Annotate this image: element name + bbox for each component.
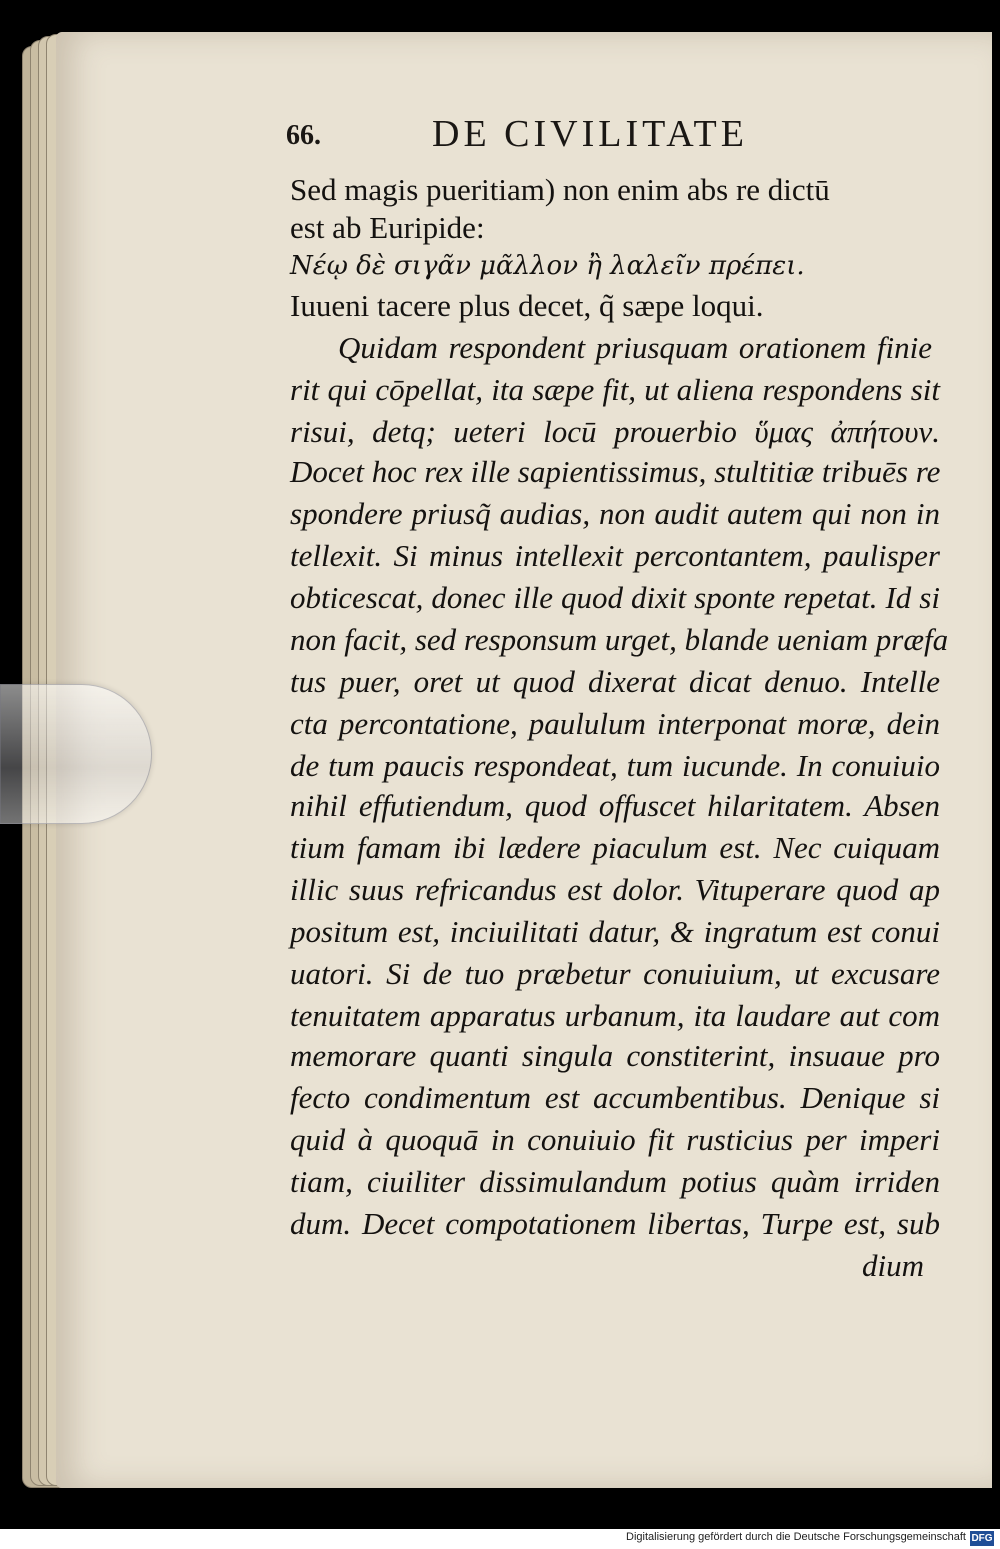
text-line: tiam, ciuiliter dissimulandum potius quàm irriden bbox=[290, 1164, 940, 1199]
text-line: Sed magis pueritiam) non enim abs re dictū bbox=[290, 172, 830, 207]
text-line: cta percontatione, paululum interponat moræ, dein bbox=[290, 706, 940, 741]
text-line: est ab Euripide: bbox=[290, 210, 485, 245]
text-line: memorare quanti singula constiterint, insuaue pro bbox=[290, 1038, 940, 1073]
running-title: DE CIVILITATE bbox=[432, 113, 748, 155]
page-number: 66. bbox=[286, 120, 321, 151]
dfg-logo: DFG bbox=[971, 1533, 993, 1544]
text-line: dum. Decet compotationem libertas, Turpe est, sub bbox=[290, 1206, 940, 1241]
text-line: rit qui cōpellat, ita sæpe fit, ut aliena respondens sit bbox=[290, 372, 940, 407]
text-line: nihil effutiendum, quod offuscet hilaritatem. Absen bbox=[290, 788, 940, 823]
text-line: Iuueni tacere plus decet, q̃ sæpe loqui. bbox=[290, 288, 764, 323]
text-line: Docet hoc rex ille sapientissimus, stultitiæ tribuēs re bbox=[290, 454, 941, 489]
text-line: Quidam respondent priusquam orationem finie bbox=[338, 330, 932, 365]
text-line: non facit, sed responsum urget, blande ueniam præfa bbox=[290, 622, 949, 657]
text-line: spondere priusq̃ audias, non audit autem qui non in bbox=[290, 496, 940, 531]
catchword: dium bbox=[862, 1248, 924, 1283]
text-line: positum est, inciuilitati datur, & ingratum est conui bbox=[290, 914, 940, 949]
footer-bar bbox=[0, 1529, 1000, 1549]
greek-quote-line: Νέῳ δὲ σιγᾶν μᾶλλον ἢ λαλεῖν πρέπει. bbox=[290, 251, 805, 281]
text-line: tus puer, oret ut quod dixerat dicat denuo. Intelle bbox=[290, 664, 940, 699]
funding-credit: Digitalisierung gefördert durch die Deutsche Forschungsgemeinschaft bbox=[626, 1531, 966, 1543]
page-header bbox=[286, 112, 846, 162]
text-line: tium famam ibi lædere piaculum est. Nec cuiquam bbox=[290, 830, 940, 865]
text-line: tenuitatem apparatus urbanum, ita laudare aut com bbox=[290, 998, 940, 1033]
text-line: obticescat, donec ille quod dixit sponte repetat. Id si bbox=[290, 580, 940, 615]
text-line: fecto condimentum est accumbentibus. Denique si bbox=[290, 1080, 940, 1115]
text-line: uatori. Si de tuo præbetur conuiuium, ut excusare bbox=[290, 956, 940, 991]
text-line: de tum paucis respondeat, tum iucunde. In conuiuio bbox=[290, 748, 940, 783]
text-line: illic suus refricandus est dolor. Vituperare quod ap bbox=[290, 872, 940, 907]
page-clip bbox=[0, 684, 152, 824]
text-line: risui, detq; ueteri locū prouerbio ὕμας ἀπήτουν. bbox=[290, 414, 940, 449]
text-line: tellexit. Si minus intellexit percontantem, paulisper bbox=[290, 538, 940, 573]
text-line: quid à quoquā in conuiuio fit rusticius per imperi bbox=[290, 1122, 940, 1157]
